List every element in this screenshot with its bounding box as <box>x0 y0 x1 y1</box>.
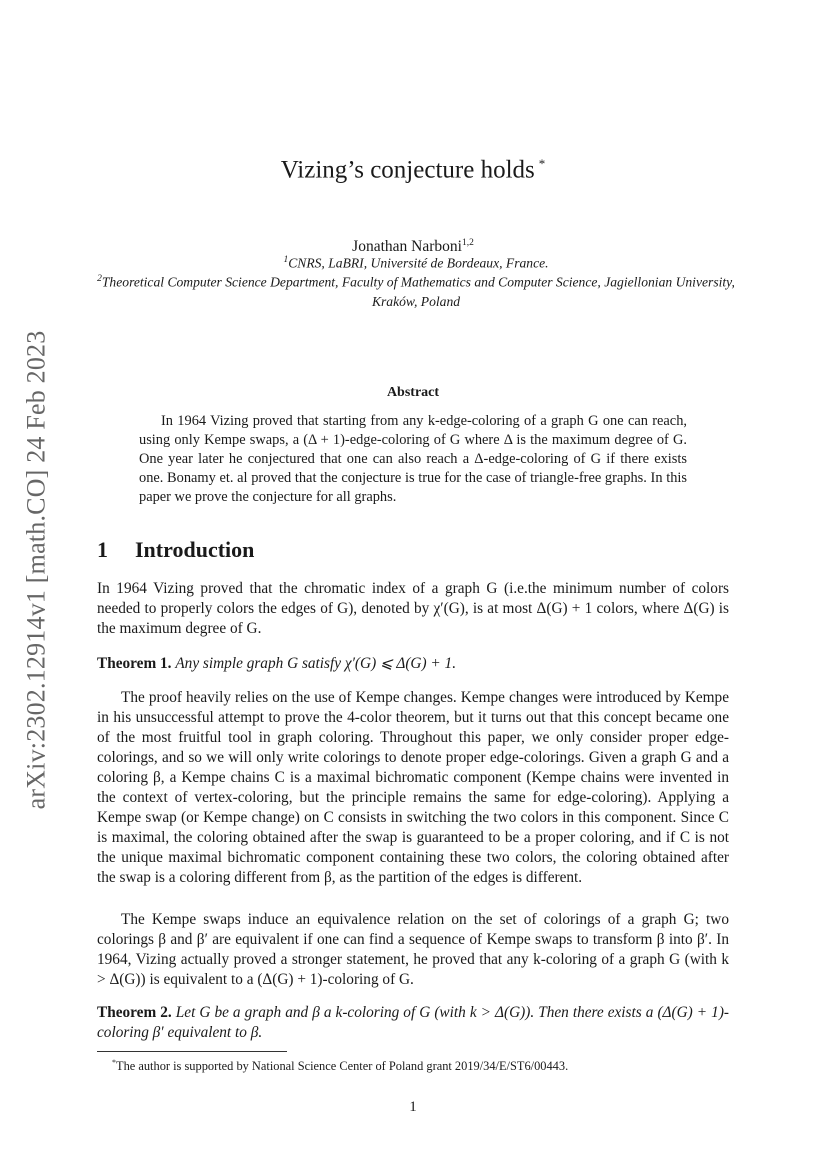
title-footnote-mark: * <box>538 156 546 171</box>
paper-title: Vizing’s conjecture holds * <box>280 156 546 184</box>
intro-paragraph-1: In 1964 Vizing proved that the chromatic index of a graph G (i.e.the minimum number of colors needed to properly colors the edges of G), denoted by χ′(G), is at most Δ(G) + 1 colors, where Δ(G) is the maximum degree of G. <box>97 580 729 637</box>
intro-paragraph-3: The Kempe swaps induce an equivalence relation on the set of colorings of a graph G; two colorings β and β′ are equivalent if one can find a sequence of Kempe swaps to transform β into β′. In 1964, Vizing actually proved a stronger statement, he proved that any k-coloring of a graph G (with k > Δ(G)) is equivalent to a (Δ(G) + 1)-coloring of G. <box>97 911 729 988</box>
theorem-2: Theorem 2. Let G be a graph and β a k-coloring of G (with k > Δ(G)). Then there exists a (Δ(G) + 1)-coloring β′ equivalent to β. <box>97 1004 730 1041</box>
page-number: 1 <box>409 1099 417 1115</box>
theorem-1: Theorem 1. Any simple graph G satisfy χ′(G) ⩽ Δ(G) + 1. <box>97 655 457 672</box>
arxiv-stamp: arXiv:2302.12914v1 [math.CO] 24 Feb 2023 <box>21 330 50 810</box>
abstract-heading: Abstract <box>386 385 440 400</box>
author-line: Jonathan Narboni$^{1,2}$ <box>352 238 474 256</box>
abstract-text: In 1964 Vizing proved that starting from any k-edge-coloring of a graph G one can reach, using only Kempe swaps, a (Δ + 1)-edge-coloring of G where Δ is the maximum degree of G. One year later he conjectured that one can also reach a Δ-edge-coloring of G if there exists one. Bonamy et. al proved that the conjecture is true for the case of triangle-free graphs. In this paper we prove the conjecture for all graphs. <box>139 413 687 505</box>
affiliation-1: $^1$CNRS, LaBRI, Université de Bordeaux, France. <box>283 255 549 271</box>
intro-paragraph-2: The proof heavily relies on the use of Kempe changes. Kempe changes were introduced by Kempe in his unsuccessful attempt to prove the 4-color theorem, but it turns out that this concept became one of the most fruitful tool in graph coloring. Throughout this paper, we only consider proper edge-colorings, and so we will only write colorings to denote proper edge-colorings. Given a graph G and a coloring β, a Kempe chains C is a maximal bichromatic component (Kempe chains were invented in the context of vertex-coloring, but the principle remains the same for edge-coloring). Applying a Kempe swap (or Kempe change) on C consists in switching the two colors in this component. Since C is maximal, the coloring obtained after the swap is guaranteed to be a proper coloring, and if C is not the unique maximal bichromatic component containing these two colors, the coloring obtained after the swap is a coloring different from β, as the partition of the edges is different. <box>97 689 729 886</box>
section-heading: 1 Introduction <box>97 537 255 562</box>
footnote: *The author is supported by National Science Center of Poland grant 2019/34/E/ST6/00443. <box>112 1058 569 1074</box>
footnote-rule <box>97 1051 287 1052</box>
affiliation-2: $^2$Theoretical Computer Science Department, Faculty of Mathematics and Computer Science, Jagiellonian University, Kraków, Poland <box>97 274 735 309</box>
